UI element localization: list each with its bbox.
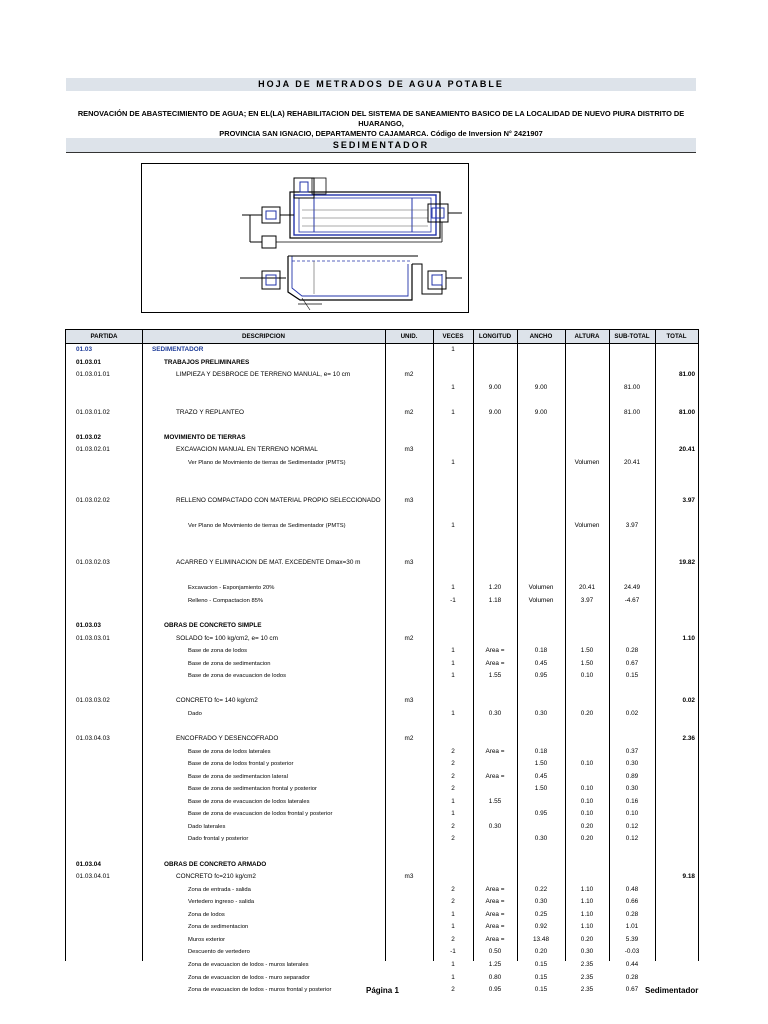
cell-descripcion: Base de zona de evacuacion de lodos frontal y posterior xyxy=(188,811,333,818)
cell-descripcion: Zona de evacuacion de lodos - muros frontal y posterior xyxy=(188,987,332,994)
cell-descripcion: Vertedero ingreso - salida xyxy=(188,899,255,906)
cell-subtotal: 0.48 xyxy=(625,885,639,893)
cell-partida: 01.03.04.01 xyxy=(76,873,110,881)
cell-ancho: 0.22 xyxy=(534,885,548,893)
cell-descripcion: Zona de entrada - salida xyxy=(188,886,251,893)
section-title: SEDIMENTADOR xyxy=(66,138,696,153)
cell-total: 9.18 xyxy=(682,873,695,881)
cell-unid: m2 xyxy=(404,634,414,642)
cell-altura: 0.20 xyxy=(580,935,594,943)
cell-longitud: 1.20 xyxy=(488,584,502,592)
cell-ancho: 1.50 xyxy=(534,785,548,793)
cell-ancho: 0.30 xyxy=(534,835,548,843)
cell-veces: 1 xyxy=(451,797,455,805)
cell-partida: 01.03.03.02 xyxy=(76,697,110,705)
cell-descripcion: Zona de evacuacion de lodos - muro separador xyxy=(188,974,310,981)
cell-subtotal: 0.67 xyxy=(625,986,639,994)
cell-longitud: 0.80 xyxy=(488,973,502,981)
cell-subtotal: 0.15 xyxy=(625,672,639,680)
cell-longitud: 1.55 xyxy=(488,672,502,680)
cell-partida: 01.03.03 xyxy=(76,622,101,630)
cell-veces: 1 xyxy=(451,647,455,655)
cell-veces: 1 xyxy=(451,973,455,981)
cell-descripcion: Zona de lodos xyxy=(188,911,225,918)
cell-longitud: Area = xyxy=(485,772,505,780)
cell-ancho: Volumen xyxy=(528,597,554,604)
sheet-name: Sedimentador xyxy=(645,986,699,995)
cell-ancho: 0.95 xyxy=(534,672,548,680)
cell-subtotal: 0.44 xyxy=(625,960,639,968)
cell-partida: 01.03.01.02 xyxy=(76,408,110,416)
cell-altura: Volumen xyxy=(574,521,600,529)
cell-total: 20.41 xyxy=(679,446,695,454)
cell-subtotal: 0.12 xyxy=(625,822,639,830)
cell-veces: 1 xyxy=(451,659,455,667)
cell-ancho: 0.15 xyxy=(534,973,548,981)
cell-subtotal: 0.67 xyxy=(625,659,639,667)
cell-partida: 01.03.01 xyxy=(76,358,101,366)
cell-descripcion: TRABAJOS PRELIMINARES xyxy=(164,358,250,366)
cell-subtotal: 0.30 xyxy=(625,760,639,768)
cell-descripcion: Base de zona de evacuacion de lodos laterales xyxy=(188,798,310,805)
cell-veces: 1 xyxy=(451,709,455,717)
cell-veces: -1 xyxy=(450,948,456,956)
cell-descripcion: Base de zona de sedimentacion xyxy=(188,660,271,667)
cell-altura: 0.10 xyxy=(580,797,594,805)
cell-partida: 01.03.04 xyxy=(76,860,101,868)
cell-altura: 0.10 xyxy=(580,672,594,680)
cell-descripcion: Descuento de vertedero xyxy=(188,949,250,956)
col-altura: ALTURA xyxy=(574,333,600,340)
cell-altura: 0.20 xyxy=(580,709,594,717)
cell-longitud: 0.50 xyxy=(488,948,502,956)
cell-ancho: 0.15 xyxy=(534,960,548,968)
cell-descripcion: Base de zona de lodos xyxy=(188,648,247,655)
cell-partida: 01.03.01.01 xyxy=(76,371,110,379)
cell-descripcion: ACARREO Y ELIMINACION DE MAT. EXCEDENTE Dmax=30 m xyxy=(176,559,361,567)
cell-altura: 2.35 xyxy=(580,986,594,994)
cell-subtotal: 0.28 xyxy=(625,647,639,655)
cell-total: 19.82 xyxy=(679,559,695,567)
cell-longitud: Area = xyxy=(485,898,505,906)
cell-ancho: 9.00 xyxy=(534,383,548,391)
cell-ancho: 0.18 xyxy=(534,647,548,655)
cell-altura: 2.35 xyxy=(580,973,594,981)
cell-subtotal: 0.28 xyxy=(625,973,639,981)
cell-subtotal: -0.03 xyxy=(624,948,640,956)
table-header xyxy=(66,329,698,344)
cell-veces: 1 xyxy=(451,383,455,391)
cell-descripcion: Zona de sedimentacion xyxy=(188,924,249,931)
cell-descripcion: Excavacion - Esponjamiento 20% xyxy=(188,585,275,592)
cell-altura: 1.10 xyxy=(580,885,594,893)
col-total: TOTAL xyxy=(666,333,687,340)
cell-veces: 1 xyxy=(451,910,455,918)
cell-longitud: 1.18 xyxy=(488,597,502,604)
cell-altura: Volumen xyxy=(574,458,600,466)
cell-veces: 1 xyxy=(451,346,455,353)
cell-longitud: 1.55 xyxy=(488,797,502,805)
cell-altura: 1.50 xyxy=(580,647,594,655)
cell-veces: 2 xyxy=(451,785,455,793)
cell-partida: 01.03.02.01 xyxy=(76,446,110,454)
cell-descripcion: MOVIMIENTO DE TIERRAS xyxy=(164,433,246,441)
cell-descripcion: OBRAS DE CONCRETO SIMPLE xyxy=(164,622,262,630)
col-longitud: LONGITUD xyxy=(478,333,512,340)
cell-veces: 1 xyxy=(451,923,455,931)
cell-ancho: 0.15 xyxy=(534,986,548,994)
cell-subtotal: 20.41 xyxy=(624,458,640,466)
cell-altura: 20.41 xyxy=(579,584,595,592)
cell-partida: 01.03.02 xyxy=(76,433,101,441)
cell-longitud: Area = xyxy=(485,935,505,943)
cell-ancho: Volumen xyxy=(528,584,554,592)
cell-total: 3.97 xyxy=(682,496,695,504)
cell-unid: m2 xyxy=(404,408,414,416)
cell-ancho: 1.50 xyxy=(534,760,548,768)
cell-descripcion: EXCAVACION MANUAL EN TERRENO NORMAL xyxy=(176,446,318,454)
cell-ancho: 13.48 xyxy=(533,935,549,943)
cell-altura: 0.10 xyxy=(580,785,594,793)
cell-subtotal: 0.10 xyxy=(625,810,639,818)
cell-total: 0.02 xyxy=(682,697,695,705)
cell-veces: 2 xyxy=(451,772,455,780)
cell-subtotal: 0.02 xyxy=(625,709,639,717)
cell-altura: 0.20 xyxy=(580,835,594,843)
cell-descripcion: CONCRETO fc=210 kg/cm2 xyxy=(176,873,256,881)
project-description xyxy=(66,109,696,139)
cell-subtotal: 24.49 xyxy=(624,584,640,592)
cell-descripcion: Base de zona de lodos frontal y posterior xyxy=(188,761,294,768)
cell-veces: 2 xyxy=(451,898,455,906)
cell-veces: 2 xyxy=(451,885,455,893)
cell-descripcion: OBRAS DE CONCRETO ARMADO xyxy=(164,860,267,868)
cell-subtotal: 81.00 xyxy=(624,408,640,416)
cell-ancho: 0.45 xyxy=(534,772,548,780)
cell-veces: 1 xyxy=(451,672,455,680)
project-line-1: RENOVACIÓN DE ABASTECIMIENTO DE AGUA; EN EL(LA) REHABILITACION DEL SISTEMA DE SANEAMIENTO BASICO DE LA LOCALIDAD DE NUEVO PIURA DISTRITO DE HUARANGO, xyxy=(77,109,685,128)
cell-descripcion: Ver Plano de Movimiento de tierras de Sedimentador (PMTS) xyxy=(188,522,346,529)
cell-total: 81.00 xyxy=(679,408,695,416)
cell-altura: 1.10 xyxy=(580,910,594,918)
cell-subtotal: 0.30 xyxy=(625,785,639,793)
cell-veces: 2 xyxy=(451,747,455,755)
cell-partida: 01.03.03.01 xyxy=(76,634,110,642)
cell-longitud: 0.95 xyxy=(488,986,502,994)
cell-altura: 1.10 xyxy=(580,898,594,906)
col-descripcion: DESCRIPCION xyxy=(242,333,285,340)
cell-veces: 1 xyxy=(451,810,455,818)
cell-unid: m3 xyxy=(404,496,414,504)
cell-unid: m2 xyxy=(404,371,414,379)
cell-longitud: Area = xyxy=(485,885,505,893)
cell-veces: 2 xyxy=(451,760,455,768)
cell-total: 1.10 xyxy=(682,634,695,642)
cell-veces: 2 xyxy=(451,935,455,943)
cell-altura: 1.50 xyxy=(580,659,594,667)
cell-longitud: Area = xyxy=(485,910,505,918)
cell-subtotal: 3.97 xyxy=(625,521,639,529)
cell-descripcion: SOLADO fc= 100 kg/cm2, e= 10 cm xyxy=(176,634,278,642)
cell-longitud: Area = xyxy=(485,647,505,655)
cell-longitud: Area = xyxy=(485,659,505,667)
sedimentador-drawing xyxy=(141,163,469,313)
cell-descripcion: RELLENO COMPACTADO CON MATERIAL PROPIO SELECCIONADO xyxy=(176,496,381,504)
cell-veces: 2 xyxy=(451,986,455,994)
cell-descripcion: Base de zona de evacuacion de lodos xyxy=(188,673,286,680)
page-number: Página 1 xyxy=(366,986,399,995)
cell-descripcion: Muros exterior xyxy=(188,936,226,943)
cell-altura: 0.20 xyxy=(580,822,594,830)
cell-longitud: Area = xyxy=(485,923,505,931)
cell-unid: m2 xyxy=(404,735,414,743)
cell-descripcion: Zona de evacuacion de lodos - muros laterales xyxy=(188,961,309,968)
cell-total: 81.00 xyxy=(679,371,695,379)
cell-ancho: 0.92 xyxy=(534,923,548,931)
cell-subtotal: 0.66 xyxy=(625,898,639,906)
cell-descripcion: Relleno - Compactacion 85% xyxy=(188,598,264,604)
cell-veces: 1 xyxy=(451,584,455,592)
cell-descripcion: Dado laterales xyxy=(188,823,226,830)
cell-descripcion: Dado xyxy=(188,710,202,717)
cell-altura: 0.10 xyxy=(580,760,594,768)
cell-descripcion: ENCOFRADO Y DESENCOFRADO xyxy=(176,735,279,743)
cell-subtotal: 0.37 xyxy=(625,747,639,755)
cell-subtotal: 0.16 xyxy=(625,797,639,805)
cell-subtotal: 1.01 xyxy=(625,923,639,931)
cell-ancho: 0.18 xyxy=(534,747,548,755)
col-ancho: ANCHO xyxy=(529,333,553,340)
cell-altura: 0.30 xyxy=(580,948,594,956)
col-veces: VECES xyxy=(442,333,464,340)
project-line-2: PROVINCIA SAN IGNACIO, DEPARTAMENTO CAJAMARCA. Código de Inversion N° 2421907 xyxy=(219,129,543,138)
cell-ancho: 0.25 xyxy=(534,910,548,918)
sheet-title: HOJA DE METRADOS DE AGUA POTABLE xyxy=(66,78,696,91)
cell-subtotal: 0.89 xyxy=(625,772,639,780)
cell-ancho: 0.30 xyxy=(534,898,548,906)
cell-altura: 3.97 xyxy=(580,597,594,604)
col-unid: UNID. xyxy=(400,333,418,340)
cell-subtotal: 81.00 xyxy=(624,383,640,391)
cell-ancho: 0.30 xyxy=(534,709,548,717)
cell-ancho: 0.20 xyxy=(534,948,548,956)
cell-altura: 1.10 xyxy=(580,923,594,931)
cell-ancho: 9.00 xyxy=(534,408,548,416)
cell-descripcion: Base de zona de sedimentacion lateral xyxy=(188,773,288,780)
cell-descripcion: TRAZO Y REPLANTEO xyxy=(176,408,244,416)
col-partida: PARTIDA xyxy=(90,333,118,340)
cell-ancho: 0.95 xyxy=(534,810,548,818)
cell-subtotal: -4.67 xyxy=(624,597,640,604)
cell-descripcion: CONCRETO fc= 140 kg/cm2 xyxy=(176,697,258,705)
cell-longitud: 9.00 xyxy=(488,408,502,416)
cell-subtotal: 5.39 xyxy=(625,935,639,943)
cell-unid: m3 xyxy=(404,559,414,567)
cell-longitud: 0.30 xyxy=(488,709,502,717)
cell-unid: m3 xyxy=(404,697,414,705)
cell-subtotal: 0.28 xyxy=(625,910,639,918)
cell-veces: 1 xyxy=(451,408,455,416)
cell-longitud: 1.25 xyxy=(488,960,502,968)
cell-total: 2.36 xyxy=(682,735,695,743)
cell-descripcion: Base de zona de lodos laterales xyxy=(188,748,271,755)
col-subtotal: SUB-TOTAL xyxy=(614,333,650,340)
cell-unid: m3 xyxy=(404,446,414,454)
cell-descripcion: Dado frontal y posterior xyxy=(188,836,249,843)
cell-longitud: 9.00 xyxy=(488,383,502,391)
cell-partida: 01.03.02.03 xyxy=(76,559,110,567)
cell-veces: 2 xyxy=(451,822,455,830)
cell-veces: 1 xyxy=(451,458,455,466)
cell-veces: 2 xyxy=(451,835,455,843)
cell-altura: 0.10 xyxy=(580,810,594,818)
cell-descripcion: Ver Plano de Movimiento de tierras de Sedimentador (PMTS) xyxy=(188,459,346,466)
cell-veces: 1 xyxy=(451,960,455,968)
cell-descripcion: LIMPIEZA Y DESBROCE DE TERRENO MANUAL, e= 10 cm xyxy=(176,371,351,379)
plan-and-section-icon xyxy=(142,164,468,312)
cell-veces: 1 xyxy=(451,521,455,529)
cell-longitud: 0.30 xyxy=(488,822,502,830)
cell-altura: 2.35 xyxy=(580,960,594,968)
cell-ancho: 0.45 xyxy=(534,659,548,667)
cell-longitud: Area = xyxy=(485,747,505,755)
cell-partida: 01.03 xyxy=(76,346,92,353)
cell-descripcion: SEDIMENTADOR xyxy=(152,346,204,353)
cell-partida: 01.03.02.02 xyxy=(76,496,110,504)
cell-subtotal: 0.12 xyxy=(625,835,639,843)
cell-unid: m3 xyxy=(404,873,414,881)
cell-veces: -1 xyxy=(450,597,456,604)
cell-descripcion: Base de zona de sedimentacion frontal y posterior xyxy=(188,786,317,793)
cell-partida: 01.03.04.03 xyxy=(76,735,110,743)
